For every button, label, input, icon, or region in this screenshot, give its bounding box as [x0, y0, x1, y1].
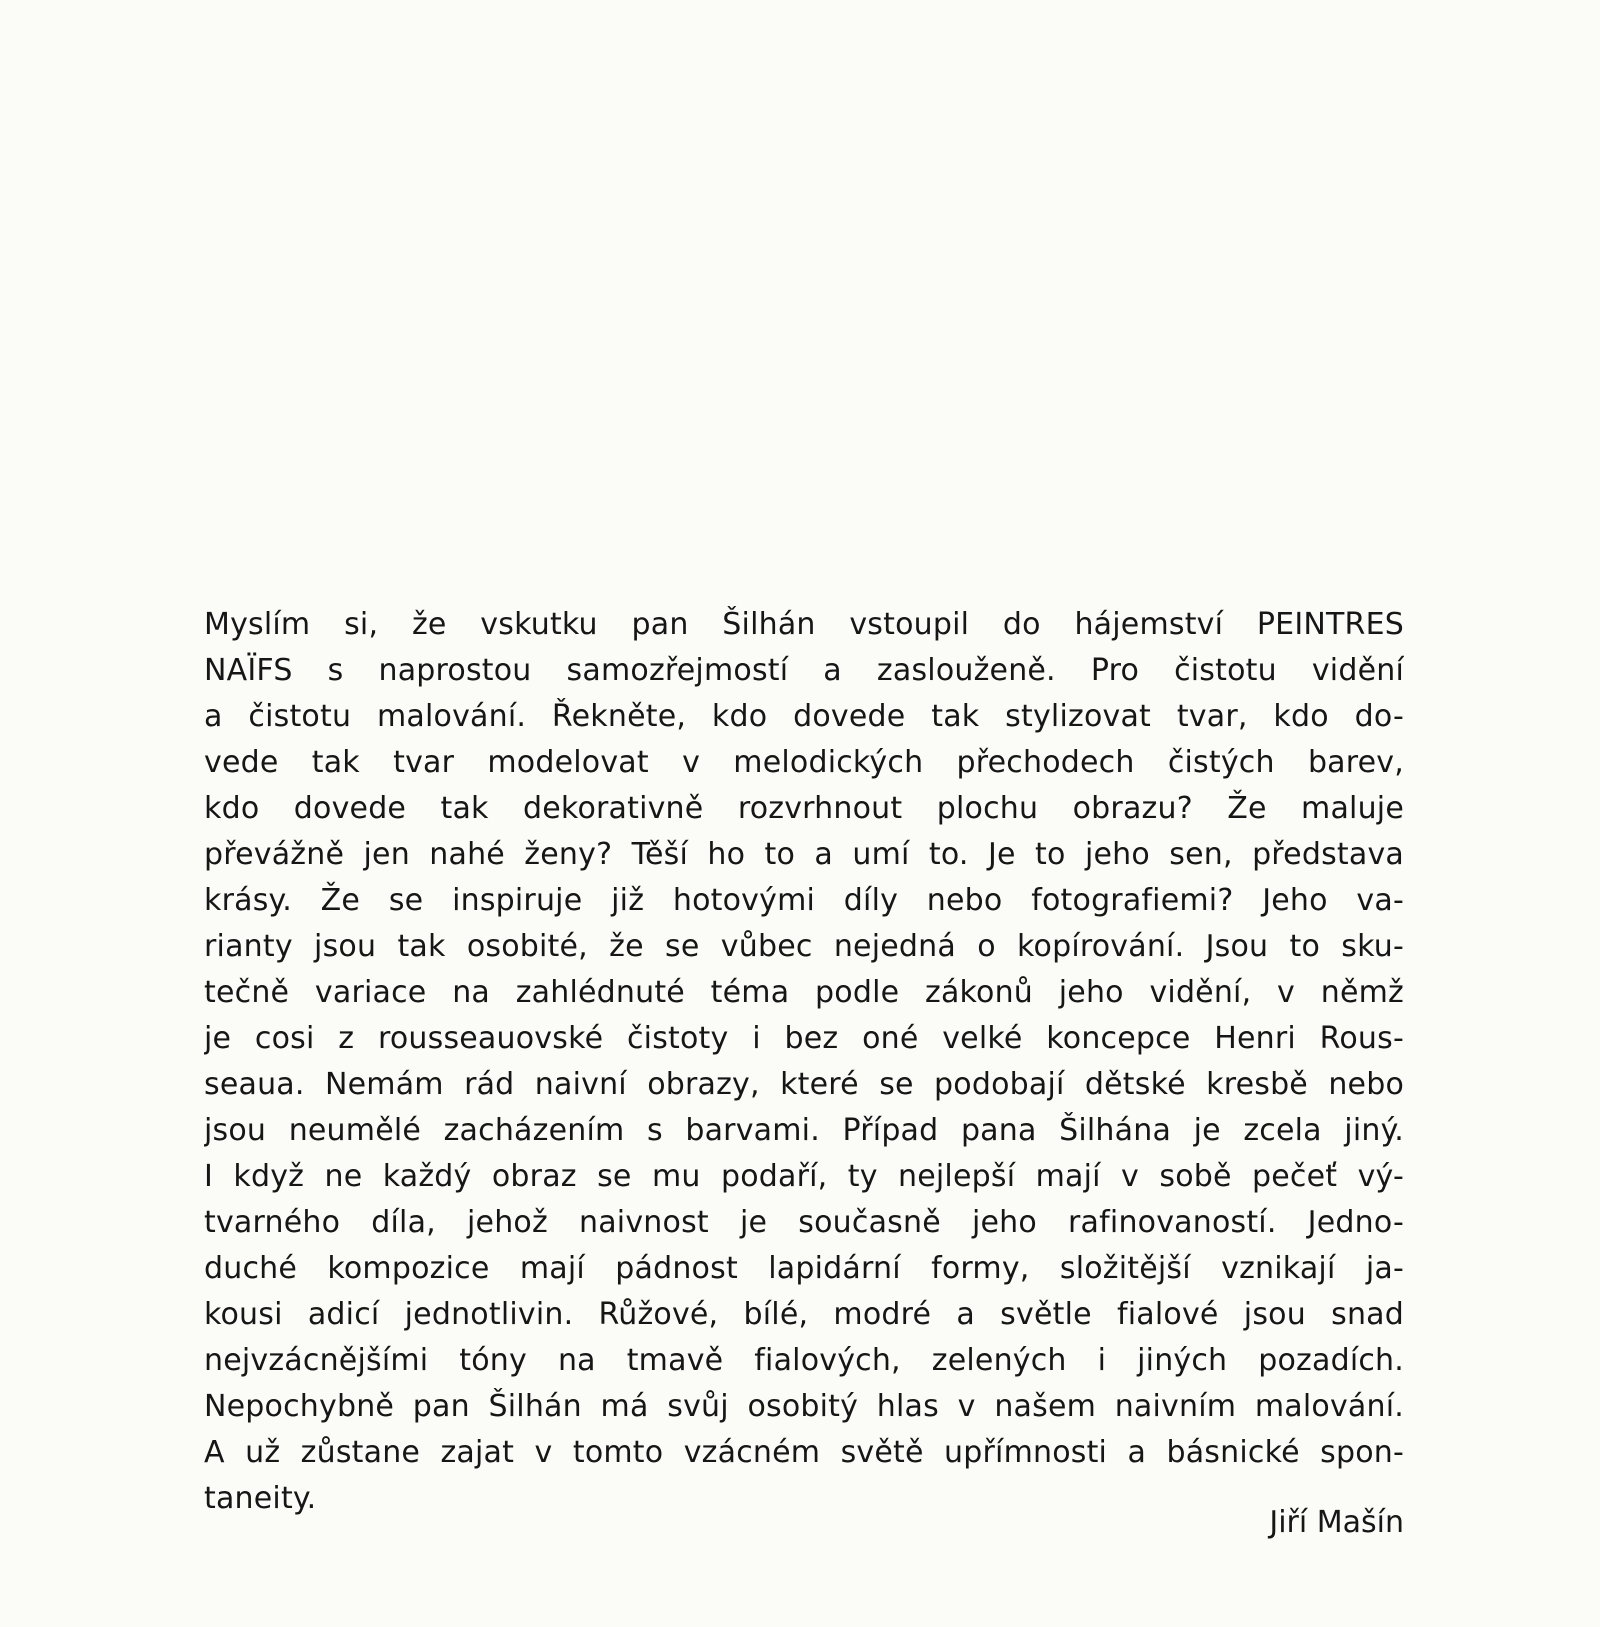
text-line-16: kousi adicí jednotlivin. Růžové, bílé, modré a světle fialové jsou snad: [204, 1297, 1404, 1332]
text-line-19: A už zůstane zajat v tomto vzácném světě upřímnosti a básnické spon-: [204, 1435, 1404, 1470]
text-line-14: tvarného díla, jehož naivnost je současně jeho rafinovaností. Jedno-: [204, 1205, 1404, 1240]
text-line-4: vede tak tvar modelovat v melodických přechodech čistých barev,: [204, 745, 1404, 780]
text-line-1: Myslím si, že vskutku pan Šilhán vstoupil do hájemství PEINTRES: [204, 607, 1404, 642]
text-line-15: duché kompozice mají pádnost lapidární formy, složitější vznikají ja-: [204, 1251, 1404, 1286]
text-line-11: seaua. Nemám rád naivní obrazy, které se podobají dětské kresbě nebo: [204, 1067, 1404, 1102]
text-line-10: je cosi z rousseauovské čistoty i bez oné velké koncepce Henri Rous-: [204, 1021, 1404, 1056]
text-line-8: rianty jsou tak osobité, že se vůbec nejedná o kopírování. Jsou to sku-: [204, 929, 1404, 964]
text-line-12: jsou neumělé zacházením s barvami. Případ pana Šilhána je zcela jiný.: [204, 1113, 1404, 1148]
text-line-2: NAÏFS s naprostou samozřejmostí a zaslouženě. Pro čistotu vidění: [204, 653, 1404, 688]
text-line-13: I když ne každý obraz se mu podaří, ty nejlepší mají v sobě pečeť vý-: [204, 1159, 1404, 1194]
text-line-7: krásy. Že se inspiruje již hotovými díly nebo fotografiemi? Jeho va-: [204, 883, 1404, 918]
text-line-17: nejvzácnějšími tóny na tmavě fialových, zelených i jiných pozadích.: [204, 1343, 1404, 1378]
text-line-3: a čistotu malování. Řekněte, kdo dovede tak stylizovat tvar, kdo do-: [204, 699, 1404, 734]
text-line-9: tečně variace na zahlédnuté téma podle zákonů jeho vidění, v němž: [204, 975, 1404, 1010]
author-signature: Jiří Mašín: [1269, 1505, 1404, 1540]
text-line-5: kdo dovede tak dekorativně rozvrhnout plochu obrazu? Že maluje: [204, 791, 1404, 826]
text-line-6: převážně jen nahé ženy? Těší ho to a umí to. Je to jeho sen, představa: [204, 837, 1404, 872]
text-line-18: Nepochybně pan Šilhán má svůj osobitý hlas v našem naivním malování.: [204, 1389, 1404, 1424]
essay-text: [204, 602, 1404, 1522]
text-line-20: taneity.: [204, 1481, 317, 1516]
